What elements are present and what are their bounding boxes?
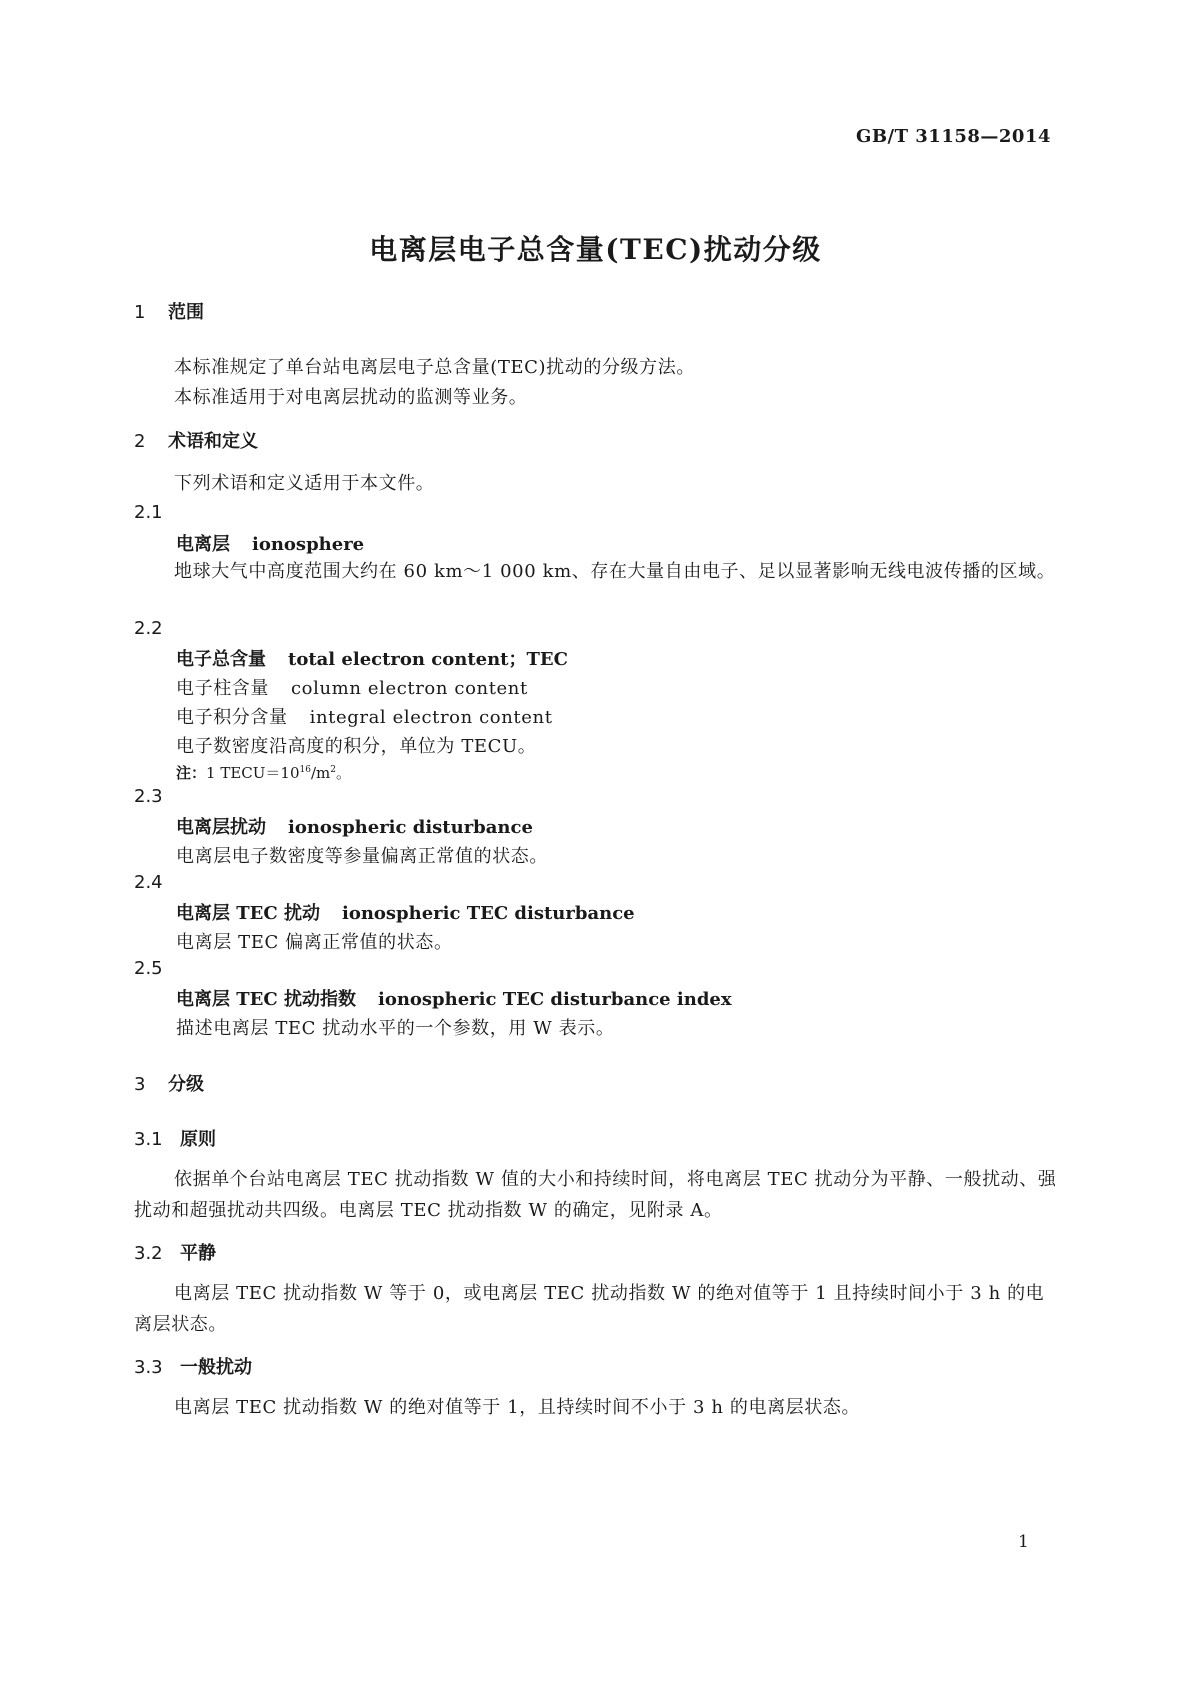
- term-zh: 电离层: [176, 534, 230, 555]
- note-exponent: 16: [299, 765, 311, 775]
- note-label: 注：: [176, 764, 207, 782]
- section-1-paragraph-2: 本标准适用于对电离层扰动的监测等业务。: [174, 387, 528, 408]
- term-number: 2.2: [134, 618, 163, 639]
- term-en: ionosphere: [252, 534, 365, 555]
- section-3-1-heading: [134, 1125, 216, 1151]
- section-1-heading: [134, 298, 204, 324]
- section-2-intro: 下列术语和定义适用于本文件。: [174, 473, 435, 494]
- term-en: ionospheric TEC disturbance index: [377, 989, 732, 1010]
- alt-zh: 电子柱含量: [176, 678, 269, 699]
- section-title: 术语和定义: [168, 431, 258, 452]
- section-number: 3.2: [134, 1243, 163, 1264]
- page-number: 1: [1018, 1532, 1029, 1552]
- term-definition: 电离层 TEC 偏离正常值的状态。: [176, 932, 453, 953]
- alt-en: integral electron content: [309, 707, 553, 728]
- term-heading: [176, 899, 635, 925]
- alt-zh: 电子积分含量: [176, 707, 288, 728]
- term-zh: 电离层 TEC 扰动: [176, 903, 320, 924]
- term-definition: 描述电离层 TEC 扰动水平的一个参数，用 W 表示。: [176, 1018, 615, 1039]
- section-number: 2: [134, 431, 146, 452]
- term-number: 2.5: [134, 958, 163, 979]
- term-definition: 电离层电子数密度等参量偏离正常值的状态。: [176, 846, 548, 867]
- section-number: 3: [134, 1074, 146, 1095]
- term-zh: 电离层扰动: [176, 817, 266, 838]
- section-3-2-paragraph: 电离层 TEC 扰动指数 W 等于 0，或电离层 TEC 扰动指数 W 的绝对值等于 1 且持续时间小于 3 h 的电离层状态。: [134, 1283, 1045, 1335]
- document-title: 电离层电子总含量(TEC)扰动分级: [369, 233, 822, 266]
- term-heading: [176, 813, 533, 839]
- note-text: 1 TECU＝10: [206, 764, 300, 782]
- section-title: 分级: [168, 1074, 204, 1095]
- section-title: 平静: [180, 1243, 216, 1264]
- note-text: 。: [335, 764, 351, 782]
- section-3-2-heading: [134, 1239, 216, 1265]
- term-zh: 电子总含量: [176, 649, 266, 670]
- standard-code: GB/T 31158—2014: [855, 126, 1051, 147]
- section-number: 3.1: [134, 1129, 163, 1150]
- section-title: 一般扰动: [180, 1357, 252, 1378]
- section-3-heading: [134, 1070, 204, 1096]
- note-exponent: 2: [330, 765, 336, 775]
- note-text: /m: [310, 764, 331, 782]
- term-number: 2.4: [134, 872, 163, 893]
- section-title: 原则: [180, 1129, 216, 1150]
- section-2-heading: [134, 427, 258, 453]
- term-zh: 电离层 TEC 扰动指数: [176, 989, 356, 1010]
- term-definition: 电子数密度沿高度的积分，单位为 TECU。: [176, 736, 537, 757]
- term-alternative-2: [176, 703, 553, 729]
- section-3-3-heading: [134, 1353, 252, 1379]
- section-3-1-paragraph: 依据单个台站电离层 TEC 扰动指数 W 值的大小和持续时间，将电离层 TEC 扰动分为平静、一般扰动、强扰动和超强扰动共四级。电离层 TEC 扰动指数 W 的确定，见附录 A。: [134, 1169, 1057, 1221]
- term-heading: [176, 985, 732, 1011]
- section-number: 3.3: [134, 1357, 163, 1378]
- term-heading: [176, 530, 364, 556]
- section-1-paragraph-1: 本标准规定了单台站电离层电子总含量(TEC)扰动的分级方法。: [174, 357, 695, 378]
- term-note: [176, 762, 351, 783]
- section-number: 1: [134, 302, 146, 323]
- term-en: ionospheric TEC disturbance: [341, 903, 635, 924]
- term-definition: 地球大气中高度范围大约在 60 km～1 000 km、存在大量自由电子、足以显著影响无线电波传播的区域。: [174, 561, 1056, 582]
- term-en: total electron content；TEC: [288, 649, 568, 670]
- term-number: 2.3: [134, 786, 163, 807]
- term-en: ionospheric disturbance: [288, 817, 533, 838]
- section-title: 范围: [168, 302, 204, 323]
- term-heading: [176, 645, 568, 671]
- alt-en: column electron content: [291, 678, 528, 699]
- term-alternative-1: [176, 674, 528, 700]
- term-number: 2.1: [134, 502, 163, 523]
- section-3-3-paragraph: 电离层 TEC 扰动指数 W 的绝对值等于 1，且持续时间不小于 3 h 的电离层状态。: [174, 1397, 861, 1418]
